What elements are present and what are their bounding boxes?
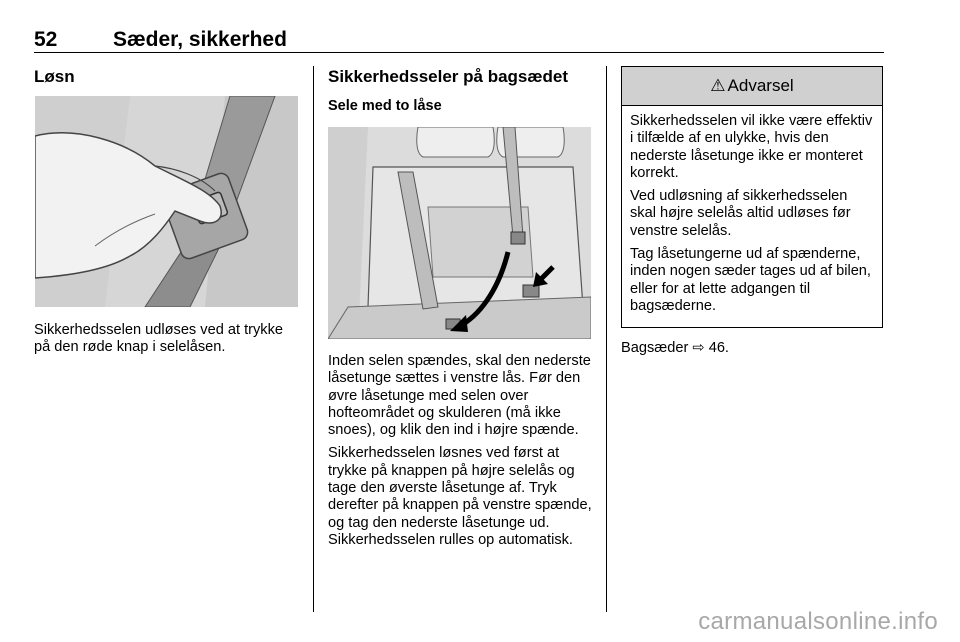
warning-body (622, 106, 882, 315)
warning-title: Advarsel (727, 76, 794, 95)
hand-pressing-buckle-icon (35, 96, 298, 307)
col2-subheading: Sele med to låse (328, 98, 442, 114)
belt-release-illustration (35, 96, 298, 307)
column-divider-2 (606, 66, 607, 612)
warning-paragraph-2: Ved udløsning af sikkerhedsselen skal højre selelås altid udløses før venstre selelås. (630, 188, 851, 239)
col2-heading: Sikkerhedsseler på bagsædet (328, 67, 569, 86)
watermark: carmanualsonline.info (698, 608, 938, 635)
column-divider-1 (313, 66, 314, 612)
page-reference-arrow-icon: ⇨ (692, 340, 705, 356)
col1-caption: Sikkerhedsselen udløses ved at trykke på den røde knap i selelåsen. (34, 322, 284, 356)
section-title: Sæder, sikkerhed (113, 28, 287, 51)
col1-heading: Løsn (34, 67, 75, 86)
page-reference[interactable] (621, 340, 729, 357)
page-number: 52 (34, 28, 58, 51)
rear-seat-belt-illustration (328, 127, 591, 339)
reference-text: Bagsæder (621, 340, 689, 356)
header-rule (34, 52, 884, 53)
col2-paragraph-2: Sikkerhedsselen løsnes ved først at trykke på knappen på højre selelås og tage den øverste låsetunge af. Tryk derefter på knappen på venstre spænde, og tag den nederste låsetunge ud. Sikkerhedsselen rulles op automatisk. (328, 445, 592, 548)
col2-paragraph-1: Inden selen spændes, skal den nederste låsetunge sættes i venstre lås. Før den øvre låsetunge med selen over hofteområdet og skulderen (må ikke snoes), og klik den ind i højre spænde. (328, 353, 591, 439)
reference-page: 46. (708, 340, 729, 356)
warning-header (622, 67, 882, 106)
warning-paragraph-1: Sikkerhedsselen vil ikke være effektiv i tilfælde af en ulykke, hvis den nederste låsetunge ikke er monteret korrekt. (630, 113, 873, 181)
warning-box (621, 66, 883, 328)
warning-triangle-icon: ⚠ (710, 76, 726, 95)
warning-paragraph-3: Tag låsetungerne ud af spænderne, inden nogen sæder tages ud af bilen, eller for at lette adgangen til bagsæderne. (630, 246, 871, 314)
rear-seat-belt-icon (328, 127, 591, 339)
col2-body (328, 353, 596, 555)
